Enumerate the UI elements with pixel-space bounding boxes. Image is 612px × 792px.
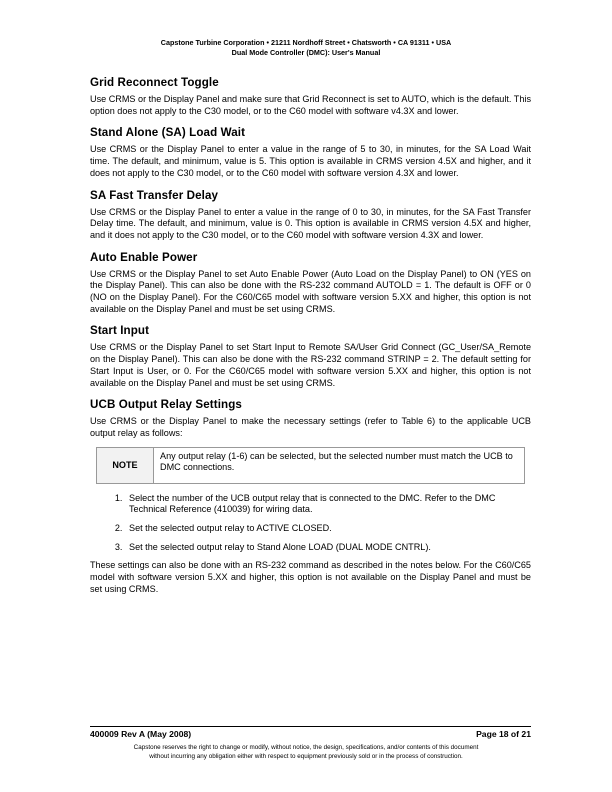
- section-body-start-input: Use CRMS or the Display Panel to set Start Input to Remote SA/User Grid Connect (GC_User/SA_Remote on the Display Panel). This can also be done with the RS-232 command STRINP = 2. The default setting for Start Input is User, or 0. For the C60/C65 model with software version 5.XX and higher, this option is not available on the Display Panel and must be set using CRMS.: [90, 342, 531, 388]
- step-item: 1. Select the number of the UCB output relay that is connected to the DMC. Refer to the DMC Technical Reference (410039) for wiring data.: [125, 493, 531, 516]
- header-manual-title: Dual Mode Controller (DMC): User's Manual: [231, 48, 381, 57]
- footer-disclaimer: [60, 743, 552, 761]
- section-body-sa-load-wait: Use CRMS or the Display Panel to enter a value in the range of 5 to 30, in minutes, for the SA Load Wait time. The default, and minimum, value is 5. This option is available in CRMS version 4.5X and higher, and it does not apply to the C30 model, or to the C60 model with software version 4.3X and lower.: [90, 144, 531, 178]
- section-title-sa-fast-transfer: SA Fast Transfer Delay: [90, 188, 219, 202]
- footer-doc-id: 400009 Rev A (May 2008): [90, 729, 192, 739]
- steps-list: [90, 493, 531, 554]
- note-label: NOTE: [97, 448, 154, 483]
- footer-divider: [90, 726, 531, 727]
- section-body-ucb-output-relay: Use CRMS or the Display Panel to make the necessary settings (refer to Table 6) to the applicable UCB output relay as follows:: [90, 416, 531, 438]
- footer: [90, 729, 531, 739]
- section-title-auto-enable-power: Auto Enable Power: [90, 250, 198, 264]
- section-title-grid-reconnect: Grid Reconnect Toggle: [90, 76, 219, 89]
- page-content: [90, 76, 531, 605]
- section-title-sa-load-wait: Stand Alone (SA) Load Wait: [90, 126, 246, 140]
- footer-disclaimer-line: without incurring any obligation either with respect to equipment previously sold or in the process of construction.: [149, 753, 463, 760]
- header-company-line: Capstone Turbine Corporation • 21211 Nordhoff Street • Chatsworth • CA 91311 • USA: [160, 38, 452, 47]
- footer-page-number: Page 18 of 21: [476, 729, 531, 739]
- footer-disclaimer-line: Capstone reserves the right to change or modify, without notice, the design, specifications, and/or contents of this document: [133, 744, 479, 751]
- section-body-auto-enable-power: Use CRMS or the Display Panel to set Auto Enable Power (Auto Load on the Display Panel) to ON (YES on the Display Panel). This can also be done with the RS-232 command AUTOLD = 1. The default is OFF or 0 (NO on the Display Panel). For the C60/C65 model with software version 5.XX and higher, this option is not available on the Display Panel and must be set using CRMS.: [90, 268, 531, 314]
- section-title-start-input: Start Input: [90, 324, 150, 338]
- step-item: 2. Set the selected output relay to ACTIVE CLOSED.: [125, 523, 531, 535]
- section-title-ucb-output-relay: UCB Output Relay Settings: [90, 398, 242, 412]
- step-item: 3. Set the selected output relay to Stand Alone LOAD (DUAL MODE CNTRL).: [125, 542, 531, 554]
- note-text: Any output relay (1-6) can be selected, but the selected number must match the UCB to DMC connections.: [160, 450, 513, 473]
- note-box: [96, 447, 525, 484]
- closing-paragraph: These settings can also be done with an RS-232 command as described in the notes below. For the C60/C65 model with software version 5.XX and higher, this option is not available on the Display Panel and must be set using CRMS.: [90, 560, 531, 594]
- section-body-sa-fast-transfer: Use CRMS or the Display Panel to enter a value in the range of 0 to 30, in minutes, for the SA Fast Transfer Delay time. The default, and minimum, value is 0. This option is available in CRMS version 4.5X and higher, and it does not apply to the C30 model, or to the C60 model with software version 4.3X and lower.: [90, 206, 531, 240]
- page-header: [0, 38, 612, 58]
- section-body-grid-reconnect: Use CRMS or the Display Panel and make sure that Grid Reconnect is set to AUTO, which is the default. This option does not apply to the C30 model, or to the C60 model with software v4.3X and lower.: [90, 94, 531, 116]
